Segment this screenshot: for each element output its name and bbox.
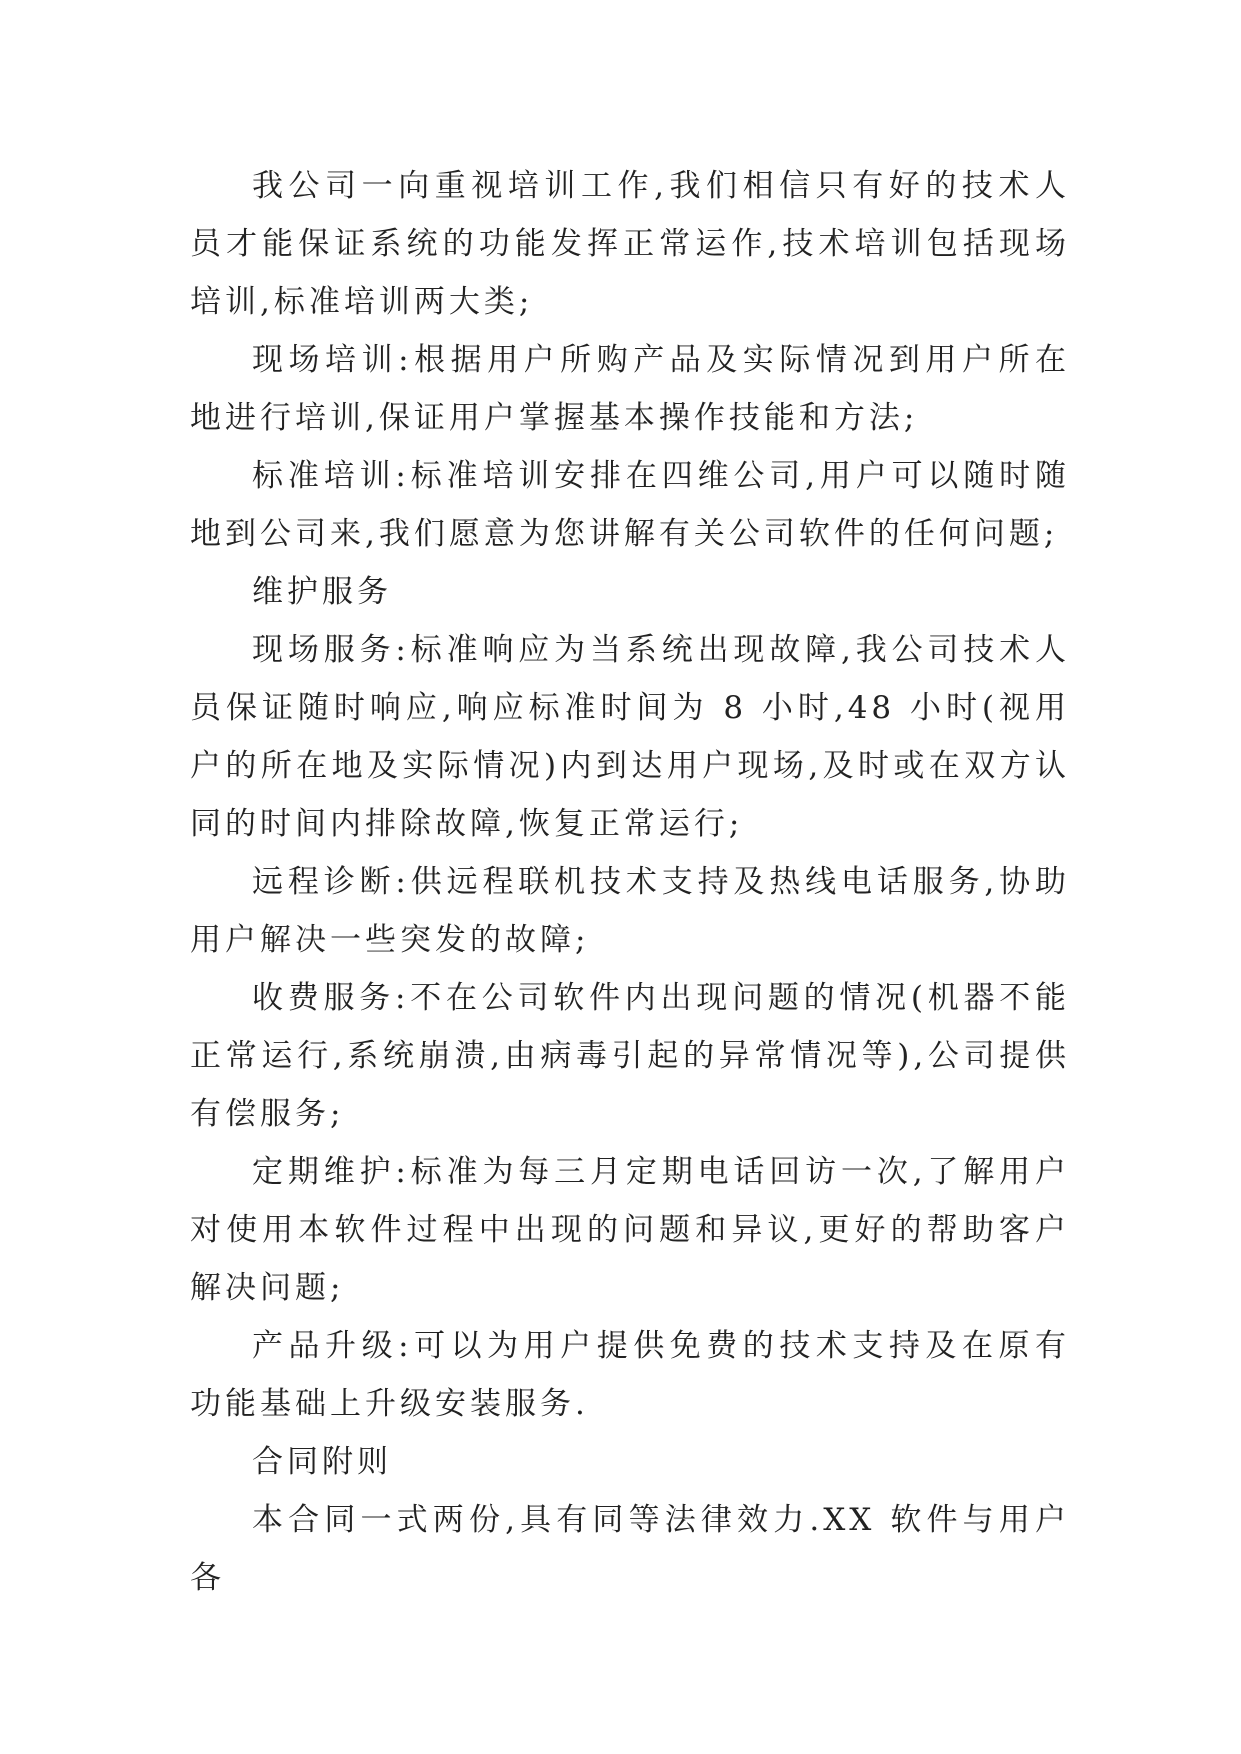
- section-heading-maintenance: 维护服务: [252, 574, 392, 610]
- paragraph-training-intro: 我公司一向重视培训工作,我们相信只有好的技术人员才能保证系统的功能发挥正常运作,技术培训包括现场培训,标准培训两大类;: [190, 168, 1070, 320]
- section-heading-contract-appendix: 合同附则: [252, 1444, 392, 1480]
- paragraph-onsite-service: 现场服务:标准响应为当系统出现故障,我公司技术人员保证随时响应,响应标准时间为 8 小时,48 小时(视用户的所在地及实际情况)内到达用户现场,及时或在双方认同的时间内排除故障,恢复正常运行;: [190, 632, 1070, 842]
- paragraph-regular-maintenance: 定期维护:标准为每三月定期电话回访一次,了解用户对使用本软件过程中出现的问题和异议,更好的帮助客户解决问题;: [190, 1154, 1070, 1306]
- paragraph-contract-copies: 本合同一式两份,具有同等法律效力.XX 软件与用户各: [190, 1502, 1070, 1596]
- paragraph-product-upgrade: 产品升级:可以为用户提供免费的技术支持及在原有功能基础上升级安装服务.: [190, 1328, 1070, 1422]
- paragraph-standard-training: 标准培训:标准培训安排在四维公司,用户可以随时随地到公司来,我们愿意为您讲解有关公司软件的任何问题;: [190, 458, 1070, 552]
- document-body: [190, 157, 1070, 1607]
- paragraph-remote-diagnosis: 远程诊断:供远程联机技术支持及热线电话服务,协助用户解决一些突发的故障;: [190, 864, 1070, 958]
- paragraph-paid-service: 收费服务:不在公司软件内出现问题的情况(机器不能正常运行,系统崩溃,由病毒引起的异常情况等),公司提供有偿服务;: [190, 980, 1070, 1132]
- paragraph-onsite-training: 现场培训:根据用户所购产品及实际情况到用户所在地进行培训,保证用户掌握基本操作技能和方法;: [190, 342, 1070, 436]
